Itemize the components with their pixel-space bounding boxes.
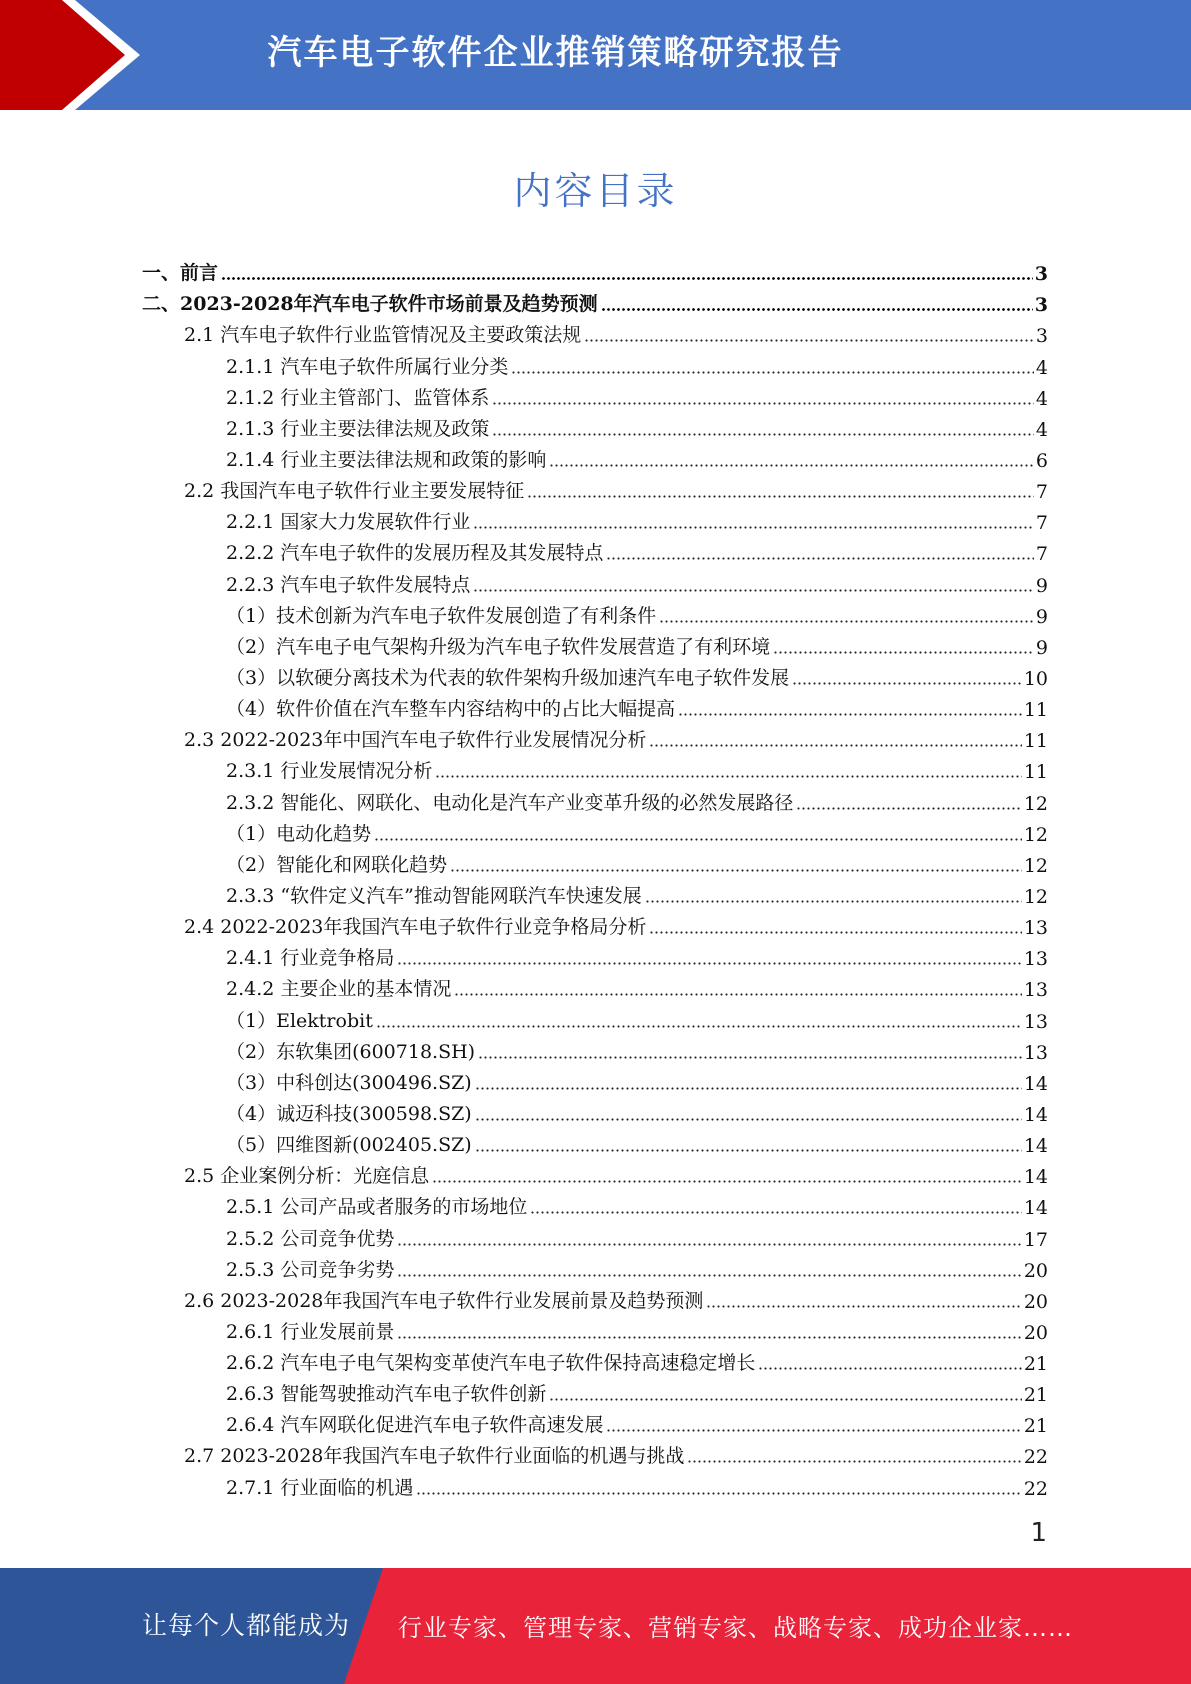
toc-leader-dots	[606, 557, 1034, 560]
toc-entry[interactable]	[142, 877, 1048, 908]
toc-entry-text: 2.6.4 汽车网联化促进汽车电子软件高速发展	[226, 1414, 604, 1437]
toc-entry-page: 12	[1023, 885, 1048, 908]
toc-entry-text: 2.1.1 汽车电子软件所属行业分类	[226, 355, 509, 378]
toc-entry[interactable]	[142, 1033, 1048, 1064]
toc-entry-text: （5）四维图新(002405.SZ)	[226, 1134, 472, 1157]
toc-entry-page: 13	[1023, 979, 1048, 1002]
toc-entry-text: （2）智能化和网联化趋势	[226, 853, 448, 876]
toc-entry-text: 2.6 2023-2028年我国汽车电子软件行业发展前景及趋势预测	[184, 1289, 704, 1312]
toc-entry-text: 一、前言	[142, 262, 219, 285]
toc-entry-page: 20	[1023, 1259, 1048, 1282]
toc-entry-text: 2.3.2 智能化、网联化、电动化是汽车产业变革升级的必然发展路径	[226, 791, 794, 814]
toc-entry-page: 13	[1023, 948, 1048, 971]
toc-entry-page: 4	[1035, 356, 1048, 379]
toc-entry-text: （1）技术创新为汽车电子软件发展创造了有利条件	[226, 604, 657, 627]
toc-entry-page: 14	[1023, 1166, 1048, 1189]
toc-entry-text: 2.2.1 国家大力发展软件行业	[226, 511, 471, 534]
toc-leader-dots	[475, 1149, 1022, 1152]
toc-entry[interactable]	[142, 1251, 1048, 1282]
toc-leader-dots	[454, 993, 1021, 996]
toc-entry[interactable]	[142, 1437, 1048, 1468]
toc-entry-page: 14	[1023, 1072, 1048, 1095]
toc-leader-dots	[473, 526, 1034, 529]
toc-leader-dots	[649, 931, 1021, 934]
toc-leader-dots	[584, 339, 1034, 342]
toc-entry[interactable]	[142, 503, 1048, 534]
toc-entry-text: （3）中科创达(300496.SZ)	[226, 1071, 472, 1094]
toc-entry-page: 12	[1023, 823, 1048, 846]
toc-entry[interactable]	[142, 939, 1048, 970]
toc-entry-text: 2.4 2022-2023年我国汽车电子软件行业竞争格局分析	[184, 916, 647, 939]
toc-entry-text: 2.7 2023-2028年我国汽车电子软件行业面临的机遇与挑战	[184, 1445, 685, 1468]
toc-leader-dots	[645, 900, 1022, 903]
toc-leader-dots	[450, 869, 1022, 872]
toc-leader-dots	[374, 838, 1022, 841]
toc-leader-dots	[758, 1367, 1021, 1370]
toc-leader-dots	[530, 1211, 1021, 1214]
toc-entry-text: 2.3.1 行业发展情况分析	[226, 760, 433, 783]
toc-entry[interactable]	[142, 1219, 1048, 1250]
toc-entry-text: （3）以软硬分离技术为代表的软件架构升级加速汽车电子软件发展	[226, 666, 790, 689]
toc-entry-text: （1）Elektrobit	[226, 1009, 373, 1032]
toc-entry-page: 11	[1023, 699, 1048, 722]
toc-entry[interactable]	[142, 1095, 1048, 1126]
toc-entry[interactable]	[142, 254, 1048, 285]
toc-entry-page: 21	[1023, 1384, 1048, 1407]
toc-leader-dots	[432, 1180, 1022, 1183]
toc-entry-text: 2.4.2 主要企业的基本情况	[226, 978, 452, 1001]
toc-entry-text: （2）汽车电子电气架构升级为汽车电子软件发展营造了有利环境	[226, 635, 771, 658]
toc-leader-dots	[649, 744, 1021, 747]
toc-leader-dots	[376, 1025, 1022, 1028]
toc-entry-page: 20	[1023, 1290, 1048, 1313]
page-number: 1	[1030, 1518, 1047, 1548]
toc-entry[interactable]	[142, 721, 1048, 752]
toc-entry-page: 3	[1034, 263, 1048, 286]
toc-entry[interactable]	[142, 1157, 1048, 1188]
toc-leader-dots	[397, 1274, 1021, 1277]
toc-entry-text: 2.3.3 “软件定义汽车”推动智能网联汽车快速发展	[226, 884, 642, 907]
footer-slogan-right: 行业专家、管理专家、营销专家、战略专家、成功企业家……	[398, 1614, 1073, 1642]
toc-entry[interactable]	[142, 379, 1048, 410]
toc-entry-page: 13	[1023, 917, 1048, 940]
toc-leader-dots	[706, 1305, 1021, 1308]
toc-leader-dots	[478, 1056, 1022, 1059]
toc-entry[interactable]	[142, 908, 1048, 939]
toc-entry-text: （1）电动化趋势	[226, 822, 372, 845]
toc-entry[interactable]	[142, 597, 1048, 628]
toc-leader-dots	[435, 775, 1021, 778]
toc-entry[interactable]	[142, 565, 1048, 596]
toc-entry-page: 22	[1023, 1446, 1048, 1469]
toc-entry[interactable]	[142, 1001, 1048, 1032]
toc-entry-page: 22	[1023, 1477, 1048, 1500]
toc-leader-dots	[221, 277, 1033, 280]
red-arrow-ribbon-icon	[0, 0, 160, 110]
toc-entry-text: 2.5.3 公司竞争劣势	[226, 1258, 395, 1281]
toc-entry[interactable]	[142, 1313, 1048, 1344]
toc-entry-text: 2.7.1 行业面临的机遇	[226, 1476, 414, 1499]
toc-entry-page: 3	[1035, 325, 1048, 348]
toc-entry[interactable]	[142, 1344, 1048, 1375]
header-banner	[0, 0, 1191, 110]
toc-entry-page: 12	[1023, 792, 1048, 815]
toc-entry-text: 2.4.1 行业竞争格局	[226, 947, 395, 970]
toc-entry[interactable]	[142, 690, 1048, 721]
toc-entry-page: 9	[1035, 605, 1048, 628]
toc-leader-dots	[549, 1398, 1021, 1401]
toc-entry[interactable]	[142, 316, 1048, 347]
toc-entry-page: 7	[1035, 512, 1048, 535]
toc-entry-page: 14	[1023, 1197, 1048, 1220]
toc-entry[interactable]	[142, 441, 1048, 472]
toc-entry-page: 17	[1023, 1228, 1048, 1251]
toc-entry[interactable]	[142, 783, 1048, 814]
toc-leader-dots	[473, 589, 1034, 592]
toc-entry-text: 2.5 企业案例分析：光庭信息	[184, 1165, 430, 1188]
toc-leader-dots	[511, 371, 1034, 374]
toc-entry[interactable]	[142, 472, 1048, 503]
toc-leader-dots	[796, 807, 1021, 810]
toc-entry-text: 二、2023-2028年汽车电子软件市场前景及趋势预测	[142, 293, 598, 316]
toc-entry-text: 2.3 2022-2023年中国汽车电子软件行业发展情况分析	[184, 729, 647, 752]
toc-entry[interactable]	[142, 534, 1048, 565]
toc-entry[interactable]	[142, 1282, 1048, 1313]
toc-leader-dots	[678, 713, 1022, 716]
toc-entry[interactable]	[142, 347, 1048, 378]
toc-entry-page: 7	[1035, 481, 1048, 504]
toc-entry[interactable]	[142, 752, 1048, 783]
toc-entry-page: 20	[1023, 1321, 1048, 1344]
toc-entry-text: 2.6.2 汽车电子电气架构变革使汽车电子软件保持高速稳定增长	[226, 1352, 756, 1375]
toc-leader-dots	[773, 651, 1034, 654]
toc-leader-dots	[397, 1243, 1021, 1246]
toc-entry[interactable]	[142, 970, 1048, 1001]
toc-entry[interactable]	[142, 659, 1048, 690]
toc-entry[interactable]	[142, 1064, 1048, 1095]
toc-entry[interactable]	[142, 1406, 1048, 1437]
toc-entry-text: 2.6.1 行业发展前景	[226, 1320, 395, 1343]
toc-entry-page: 10	[1023, 667, 1048, 690]
toc-entry-text: 2.1.3 行业主要法律法规及政策	[226, 417, 490, 440]
toc-entry[interactable]	[142, 628, 1048, 659]
toc-entry-text: 2.1 汽车电子软件行业监管情况及主要政策法规	[184, 324, 582, 347]
toc-leader-dots	[492, 402, 1034, 405]
toc-entry-text: 2.2.3 汽车电子软件发展特点	[226, 573, 471, 596]
toc-entry-text: 2.1.4 行业主要法律法规和政策的影响	[226, 448, 547, 471]
toc-entry-page: 7	[1035, 543, 1048, 566]
toc-entry-text: 2.5.1 公司产品或者服务的市场地位	[226, 1196, 528, 1219]
toc-entry-page: 9	[1035, 574, 1048, 597]
toc-leader-dots	[549, 464, 1034, 467]
toc-entry-page: 11	[1023, 761, 1048, 784]
toc-entry[interactable]	[142, 1188, 1048, 1219]
toc-leader-dots	[792, 682, 1022, 685]
toc-leader-dots	[606, 1429, 1021, 1432]
toc-leader-dots	[397, 962, 1021, 965]
toc-entry-text: （4）软件价值在汽车整车内容结构中的占比大幅提高	[226, 698, 676, 721]
toc-entry-text: （2）东软集团(600718.SH)	[226, 1040, 476, 1063]
toc-leader-dots	[601, 308, 1033, 311]
toc-entry-page: 6	[1035, 449, 1048, 472]
toc-entry-text: 2.6.3 智能驾驶推动汽车电子软件创新	[226, 1383, 547, 1406]
toc-leader-dots	[492, 433, 1034, 436]
toc-leader-dots	[475, 1118, 1022, 1121]
toc-leader-dots	[527, 495, 1034, 498]
toc-heading: 内容目录	[513, 169, 678, 213]
toc-entry[interactable]	[142, 1468, 1048, 1499]
table-of-contents	[142, 254, 1048, 1500]
toc-entry-page: 14	[1023, 1103, 1048, 1126]
report-title: 汽车电子软件企业推销策略研究报告	[267, 33, 844, 73]
toc-entry-page: 11	[1023, 730, 1048, 753]
toc-entry-text: （4）诚迈科技(300598.SZ)	[226, 1102, 472, 1125]
toc-entry-page: 21	[1023, 1353, 1048, 1376]
toc-entry-page: 14	[1023, 1135, 1048, 1158]
toc-entry-text: 2.2.2 汽车电子软件的发展历程及其发展特点	[226, 542, 604, 565]
toc-leader-dots	[416, 1492, 1021, 1495]
toc-entry[interactable]	[142, 1126, 1048, 1157]
toc-entry[interactable]	[142, 815, 1048, 846]
toc-entry-page: 21	[1023, 1415, 1048, 1438]
toc-entry[interactable]	[142, 285, 1048, 316]
toc-entry-page: 4	[1035, 418, 1048, 441]
toc-leader-dots	[475, 1087, 1022, 1090]
toc-entry-text: 2.5.2 公司竞争优势	[226, 1227, 395, 1250]
toc-entry-page: 4	[1035, 387, 1048, 410]
toc-entry-page: 9	[1035, 636, 1048, 659]
toc-leader-dots	[397, 1336, 1021, 1339]
toc-entry[interactable]	[142, 846, 1048, 877]
toc-entry-page: 13	[1023, 1010, 1048, 1033]
toc-entry-text: 2.1.2 行业主管部门、监管体系	[226, 386, 490, 409]
toc-leader-dots	[687, 1460, 1021, 1463]
toc-entry[interactable]	[142, 410, 1048, 441]
footer-slogan-left: 让每个人都能成为	[142, 1611, 351, 1640]
footer-banner	[0, 1568, 1191, 1684]
toc-leader-dots	[659, 620, 1034, 623]
toc-entry[interactable]	[142, 1375, 1048, 1406]
toc-entry-text: 2.2 我国汽车电子软件行业主要发展特征	[184, 480, 525, 503]
toc-entry-page: 3	[1034, 294, 1048, 317]
toc-entry-page: 13	[1023, 1041, 1048, 1064]
toc-entry-page: 12	[1023, 854, 1048, 877]
